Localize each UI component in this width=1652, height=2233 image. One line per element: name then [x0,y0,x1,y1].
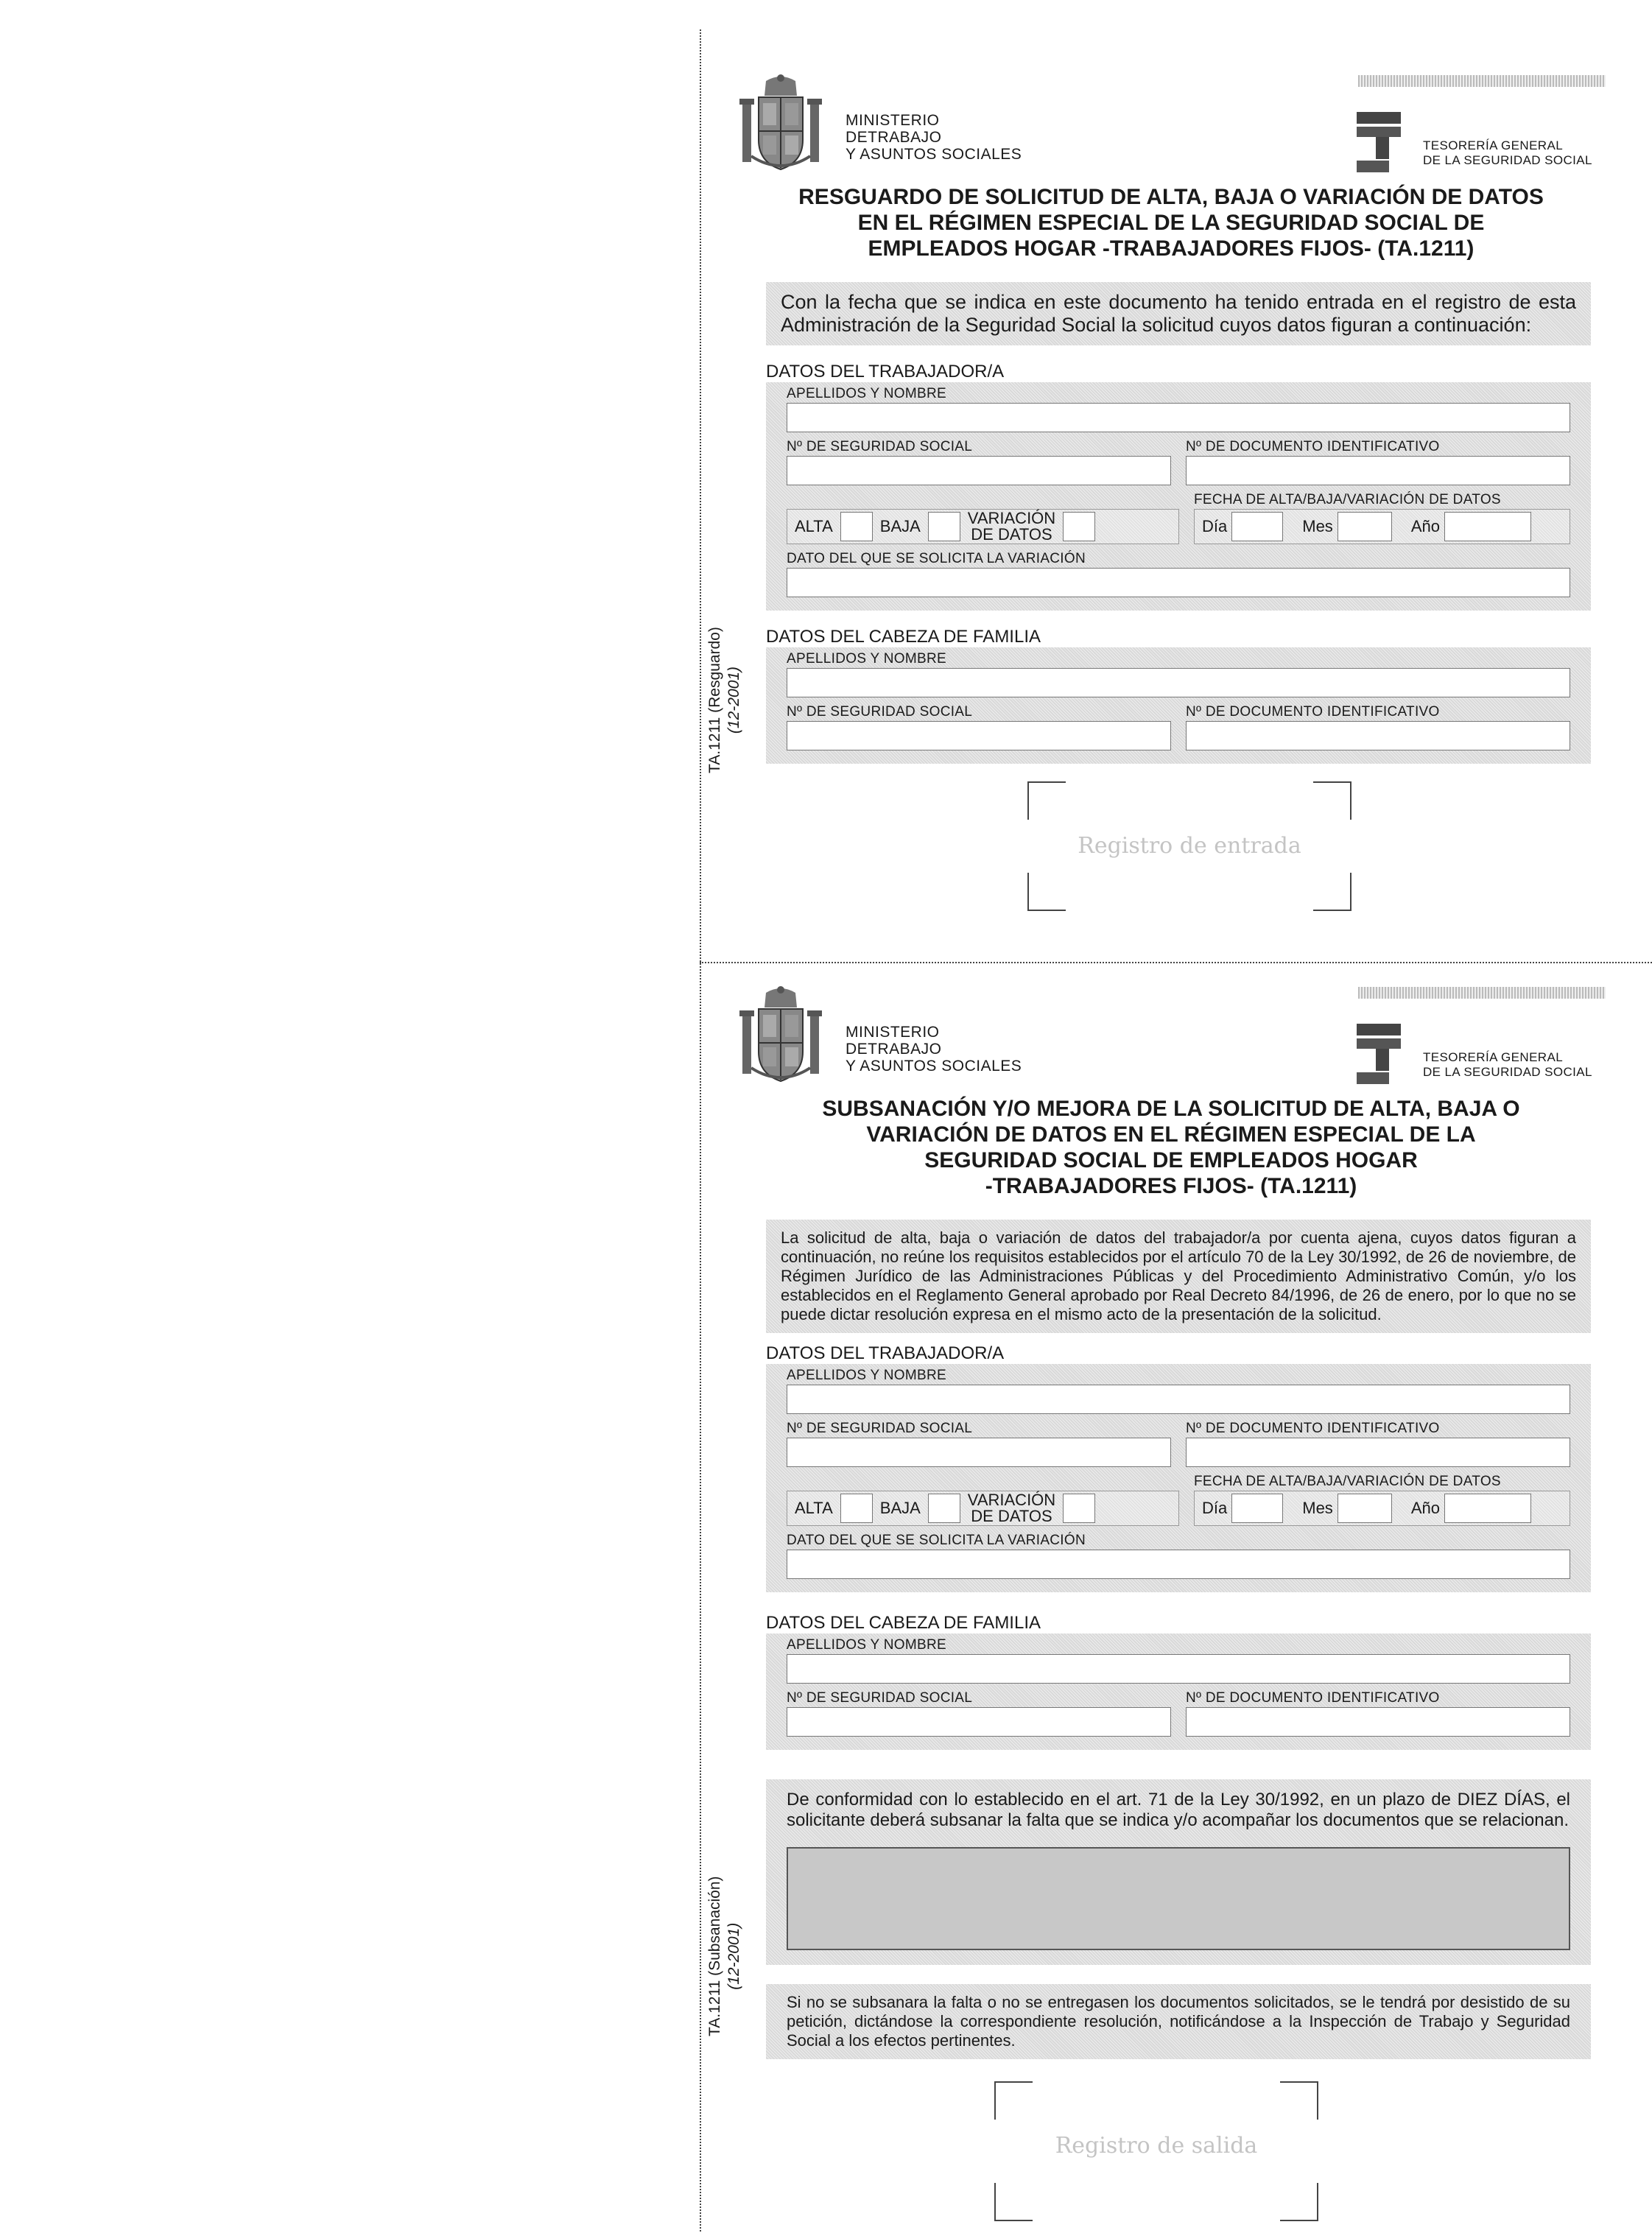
variacion-line: VARIACIÓN [967,509,1056,527]
head-group [766,647,1591,764]
tgss-logo-icon [1357,112,1401,172]
apellidos-label: APELLIDOS Y NOMBRE [787,386,946,401]
date-box [1194,509,1570,544]
alta-label: ALTA [795,1499,833,1517]
form-title [737,1096,1606,1199]
title-line: EN EL RÉGIMEN ESPECIAL DE LA SEGURIDAD SOCIAL DE [857,211,1485,235]
variacion-checkbox[interactable] [1063,512,1095,541]
resguardo-section [737,66,1606,911]
action-type-box [787,509,1179,544]
side-code: TA.1211 (Subsanación) [706,1876,723,2036]
mes-label: Mes [1302,517,1333,535]
tgss-bar [1358,75,1606,87]
title-line: SUBSANACIÓN Y/O MEJORA DE LA SOLICITUD DE ALTA, BAJA O [822,1097,1520,1121]
form-title [737,184,1606,261]
stamp-corner [1313,781,1352,820]
side-year: (12-2001) [725,667,742,734]
variacion-label [968,1492,1055,1525]
worker-group-label: DATOS DEL TRABAJADOR/A [766,362,1005,381]
coat-of-arms-icon [737,985,825,1089]
worker-apellidos-field[interactable] [787,1385,1570,1414]
head-group-label: DATOS DEL CABEZA DE FAMILIA [766,1613,1041,1633]
baja-checkbox[interactable] [928,1494,960,1523]
worker-group [766,382,1591,611]
dia-label: Día [1202,517,1228,535]
side-year: (12-2001) [725,1922,742,1990]
ministry-name [846,112,1022,163]
title-line: -TRABAJADORES FIJOS- (TA.1211) [985,1174,1357,1198]
ministry-line: Y ASUNTOS SOCIALES [846,1058,1022,1075]
tgss-line: DE LA SEGURIDAD SOCIAL [1423,153,1592,167]
worker-doc-field[interactable] [1186,1438,1570,1467]
ministry-line: MINISTERIO [846,1024,940,1041]
action-type-box [787,1491,1179,1526]
mes-label: Mes [1302,1499,1333,1517]
stamp-corner [994,2183,1033,2221]
dia-label: Día [1202,1499,1228,1517]
ministry-line: DETRABAJO [846,129,942,146]
ano-label: Año [1410,517,1440,535]
tgss-line: DE LA SEGURIDAD SOCIAL [1423,1065,1592,1079]
stamp-corner [1027,781,1066,820]
nss-label: Nº DE SEGURIDAD SOCIAL [787,1421,973,1436]
title-line: RESGUARDO DE SOLICITUD DE ALTA, BAJA O VARIACIÓN DE DATOS [798,185,1544,209]
nss-label: Nº DE SEGURIDAD SOCIAL [787,704,973,720]
tgss-name [1423,1050,1592,1080]
dato-variacion-field[interactable] [787,568,1570,597]
alta-checkbox[interactable] [840,1494,873,1523]
subsanacion-section [737,978,1606,2221]
head-nss-field[interactable] [787,1707,1171,1737]
head-doc-field[interactable] [1186,721,1570,750]
side-code-subsanacion [706,1876,744,2036]
final-notice: Si no se subsanara la falta o no se entregasen los documentos solicitados, se le tendrá por desistido de su petición, dictándose la correspondiente resolución, notificándose a la Inspección de Trabajo y Seguridad Social a los efectos pertinentes. [766,1984,1591,2059]
head-apellidos-field[interactable] [787,1654,1570,1684]
fecha-label: FECHA DE ALTA/BAJA/VARIACIÓN DE DATOS [1194,492,1501,507]
side-code-resguardo [706,627,744,773]
mes-field[interactable] [1338,1494,1392,1523]
dato-variacion-label: DATO DEL QUE SE SOLICITA LA VARIACIÓN [787,551,1086,566]
worker-nss-field[interactable] [787,1438,1171,1467]
ministry-line: Y ASUNTOS SOCIALES [846,146,1022,163]
title-line: VARIACIÓN DE DATOS EN EL RÉGIMEN ESPECIAL DE LA [866,1122,1476,1147]
alta-checkbox[interactable] [840,512,873,541]
head-group-label: DATOS DEL CABEZA DE FAMILIA [766,627,1041,647]
variacion-line: DE DATOS [971,525,1052,544]
header [737,66,1606,177]
entry-stamp-area [1027,781,1352,911]
coat-of-arms-icon [737,74,825,177]
documents-required-field[interactable] [787,1847,1570,1950]
fecha-label: FECHA DE ALTA/BAJA/VARIACIÓN DE DATOS [1194,1474,1501,1489]
conformity-text: De conformidad con lo establecido en el art. 71 de la Ley 30/1992, en un plazo de DIEZ DÍAS, el solicitante deberá subsanar la falta que se indica y/o acompañar los documentos que se relacionan. [787,1790,1570,1830]
vertical-cut-line [700,29,701,2232]
doc-label: Nº DE DOCUMENTO IDENTIFICATIVO [1186,1421,1440,1436]
exit-stamp-area [994,2081,1318,2221]
stamp-text: Registro de salida [1055,2133,1258,2159]
mes-field[interactable] [1338,512,1392,541]
ministry-line: MINISTERIO [846,112,940,129]
head-group [766,1634,1591,1750]
stamp-corner [1280,2183,1318,2221]
baja-checkbox[interactable] [928,512,960,541]
ministry-line: DETRABAJO [846,1041,942,1058]
apellidos-label: APELLIDOS Y NOMBRE [787,1368,946,1383]
ano-field[interactable] [1444,1494,1531,1523]
ano-field[interactable] [1444,512,1531,541]
tgss-bar [1358,987,1606,999]
worker-nss-field[interactable] [787,456,1171,485]
stamp-corner [1313,873,1352,911]
date-box [1194,1491,1570,1526]
header [737,978,1606,1089]
dato-variacion-label: DATO DEL QUE SE SOLICITA LA VARIACIÓN [787,1533,1086,1548]
stamp-text: Registro de entrada [1078,833,1301,859]
head-apellidos-field[interactable] [787,668,1570,697]
worker-apellidos-field[interactable] [787,403,1570,432]
apellidos-label: APELLIDOS Y NOMBRE [787,1637,946,1653]
title-line: EMPLEADOS HOGAR -TRABAJADORES FIJOS- (TA.1211) [868,236,1475,261]
doc-label: Nº DE DOCUMENTO IDENTIFICATIVO [1186,1690,1440,1706]
tgss-line: TESORERÍA GENERAL [1423,138,1564,152]
variacion-line: DE DATOS [971,1507,1052,1525]
worker-doc-field[interactable] [1186,456,1570,485]
alta-label: ALTA [795,517,833,535]
stamp-corner [994,2081,1033,2120]
tgss-name [1423,138,1592,168]
apellidos-label: APELLIDOS Y NOMBRE [787,651,946,667]
head-nss-field[interactable] [787,721,1171,750]
doc-label: Nº DE DOCUMENTO IDENTIFICATIVO [1186,439,1440,454]
head-doc-field[interactable] [1186,1707,1570,1737]
intro-text: La solicitud de alta, baja o variación de datos del trabajador/a por cuenta ajena, cuyos datos figuran a continuación, no reúne los requisitos establecidos por el artículo 70 de la Ley 30/1992, de 26 de noviembre, de Régimen Jurídico de las Administraciones Públicas y del Procedimiento Administrativo Común, y/o los establecidos en el Reglamento General aprobado por Real Decreto 84/1996, de 26 de enero, por lo que no se puede dictar resolución expresa en el mismo acto de la presentación de la solicitud. [766,1220,1591,1333]
variacion-checkbox[interactable] [1063,1494,1095,1523]
doc-label: Nº DE DOCUMENTO IDENTIFICATIVO [1186,704,1440,720]
dato-variacion-field[interactable] [787,1550,1570,1579]
tgss-logo-icon [1357,1024,1401,1084]
nss-label: Nº DE SEGURIDAD SOCIAL [787,439,973,454]
ministry-name [846,1024,1022,1075]
horizontal-cut-line [700,962,1652,963]
conformity-block [766,1779,1591,1965]
ano-label: Año [1410,1499,1440,1517]
intro-text: Con la fecha que se indica en este documento ha tenido entrada en el registro de esta Administración de la Seguridad Social la solicitud cuyos datos figuran a continuación: [766,282,1591,345]
variacion-line: VARIACIÓN [967,1491,1056,1509]
side-code: TA.1211 (Resguardo) [706,627,723,773]
dia-field[interactable] [1231,512,1283,541]
tgss-line: TESORERÍA GENERAL [1423,1050,1564,1064]
worker-group [766,1364,1591,1592]
stamp-corner [1027,873,1066,911]
nss-label: Nº DE SEGURIDAD SOCIAL [787,1690,973,1706]
stamp-corner [1280,2081,1318,2120]
worker-group-label: DATOS DEL TRABAJADOR/A [766,1343,1005,1363]
baja-label: BAJA [879,517,921,535]
variacion-label [968,510,1055,543]
title-line: SEGURIDAD SOCIAL DE EMPLEADOS HOGAR [924,1148,1418,1172]
baja-label: BAJA [879,1499,921,1517]
dia-field[interactable] [1231,1494,1283,1523]
